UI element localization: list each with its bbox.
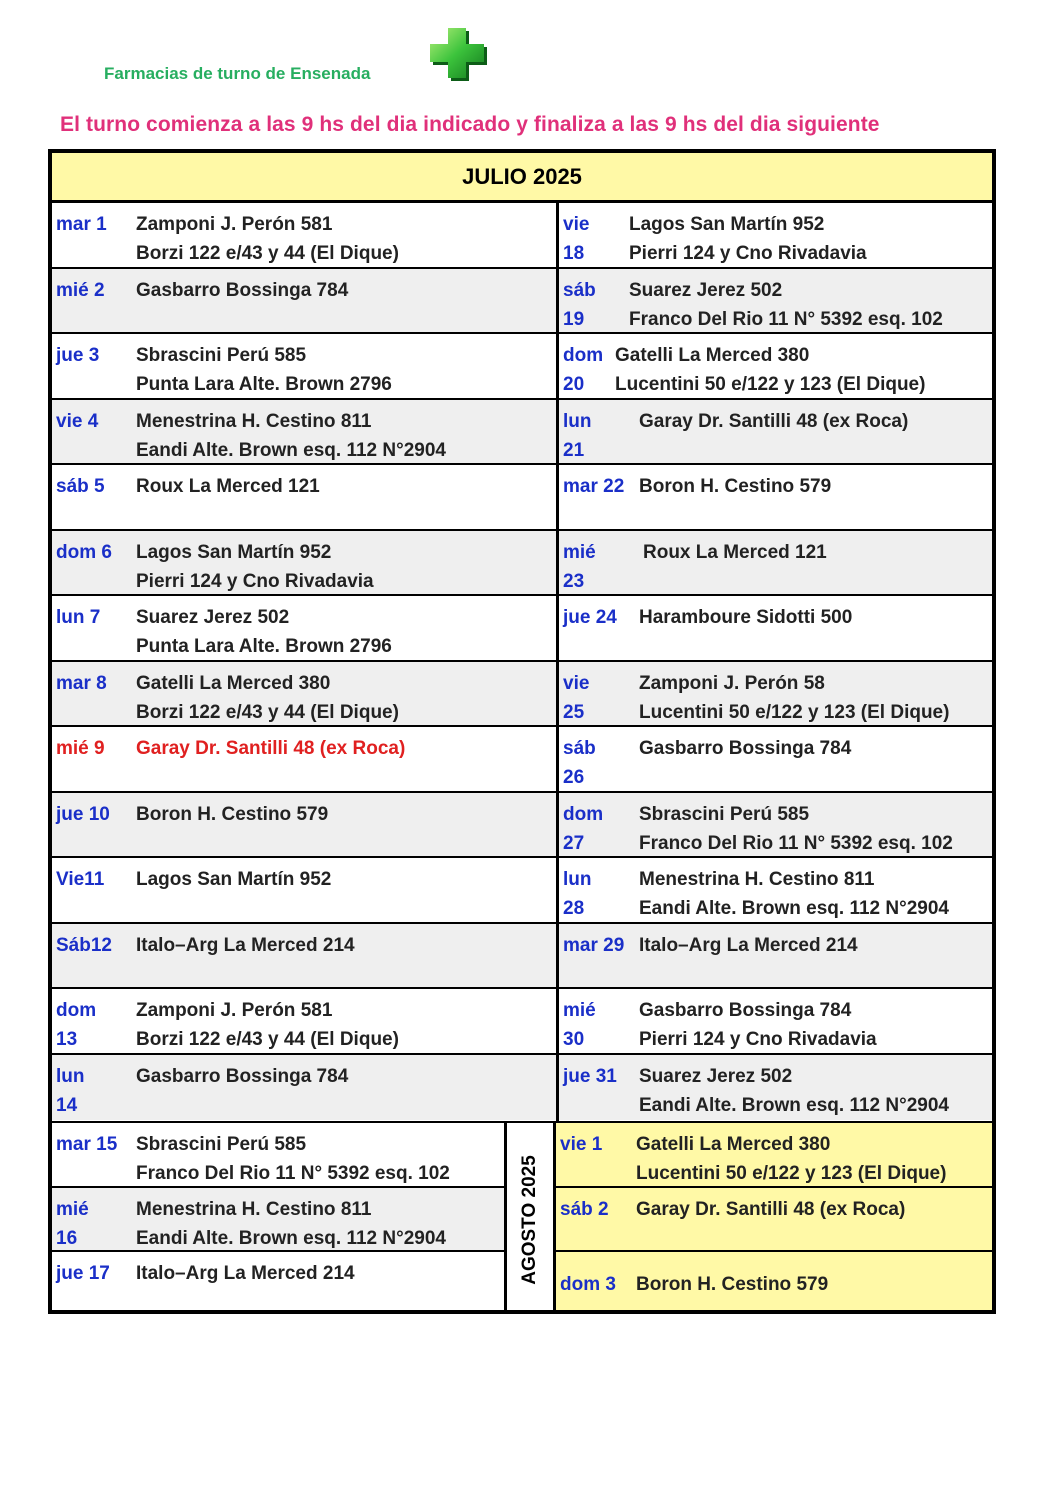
shift-notice: El turno comienza a las 9 hs del dia indicado y finaliza a las 9 hs del dia siguiente bbox=[60, 113, 880, 136]
table-row bbox=[559, 793, 992, 859]
day-label: mié 16 bbox=[56, 1198, 89, 1249]
table-row bbox=[52, 1252, 504, 1314]
day-label: dom 13 bbox=[56, 1000, 97, 1050]
day-label: jue 24 bbox=[563, 607, 617, 628]
table-row bbox=[52, 662, 556, 728]
pharmacy-line: Suarez Jerez 502 bbox=[639, 1065, 793, 1087]
table-row bbox=[52, 596, 556, 662]
pharmacy-line: Lagos San Martín 952 bbox=[136, 541, 332, 563]
green-cross-icon bbox=[426, 24, 488, 82]
next-month-title: AGOSTO 2025 bbox=[519, 1154, 540, 1285]
day-label: lun 28 bbox=[563, 869, 592, 919]
pharmacy-line: Menestrina H. Cestino 811 bbox=[639, 869, 875, 890]
pharmacy-line: Garay Dr. Santilli 48 (ex Roca) bbox=[639, 410, 909, 432]
pharmacy-line: Italo–Arg La Merced 214 bbox=[136, 1263, 355, 1284]
day-label: dom 20 bbox=[563, 345, 604, 395]
pharmacy-line: Lagos San Martín 952 bbox=[629, 214, 825, 235]
pharmacy-line: Gatelli La Merced 380 bbox=[615, 345, 810, 366]
table-row bbox=[559, 662, 992, 728]
day-label: lun 7 bbox=[56, 607, 101, 628]
day-label: dom 27 bbox=[563, 803, 604, 854]
pharmacy-line: Sbrascini Perú 585 bbox=[639, 803, 810, 825]
pharmacy-line: Italo–Arg La Merced 214 bbox=[136, 934, 355, 956]
pharmacy-line: Haramboure Sidotti 500 bbox=[639, 607, 853, 628]
day-label: dom 6 bbox=[56, 541, 112, 563]
bottom-section bbox=[52, 1121, 992, 1314]
pharmacy-line: Garay Dr. Santilli 48 (ex Roca) bbox=[636, 1198, 906, 1220]
pharmacy-line: Garay Dr. Santilli 48 (ex Roca) bbox=[136, 738, 406, 759]
pharmacy-line: Zamponi J. Perón 581 bbox=[136, 214, 333, 235]
day-label: lun 21 bbox=[563, 410, 592, 461]
pharmacy-line: Lucentini 50 e/122 y 123 (El Dique) bbox=[639, 701, 950, 723]
pharmacy-line: Pierri 124 y Cno Rivadavia bbox=[136, 570, 374, 592]
table-row bbox=[559, 531, 992, 597]
pharmacy-line: Franco Del Rio 11 N° 5392 esq. 102 bbox=[629, 308, 943, 330]
pharmacy-line: Gatelli La Merced 380 bbox=[636, 1134, 831, 1155]
day-label: sáb 2 bbox=[560, 1198, 609, 1220]
pharmacy-line: Boron H. Cestino 579 bbox=[636, 1274, 829, 1295]
pharmacy-line: Lucentini 50 e/122 y 123 (El Dique) bbox=[615, 374, 926, 395]
pharmacy-line: Gasbarro Bossinga 784 bbox=[136, 1065, 349, 1087]
pharmacy-line: Roux La Merced 121 bbox=[643, 541, 827, 563]
pharmacy-line: Punta Lara Alte. Brown 2796 bbox=[136, 636, 392, 657]
pharmacy-line: Sbrascini Perú 585 bbox=[136, 345, 307, 366]
pharmacy-line: Menestrina H. Cestino 811 bbox=[136, 1198, 372, 1220]
day-label: Vie11 bbox=[56, 869, 105, 890]
table-row bbox=[559, 596, 992, 662]
day-label: Sáb12 bbox=[56, 934, 112, 956]
pharmacy-line: Lagos San Martín 952 bbox=[136, 869, 332, 890]
table-row bbox=[556, 1252, 992, 1314]
day-label: mar 22 bbox=[563, 476, 625, 497]
day-label: sáb 5 bbox=[56, 476, 105, 497]
august-label bbox=[504, 1123, 556, 1314]
table-row bbox=[559, 858, 992, 924]
pharmacy-line: Roux La Merced 121 bbox=[136, 476, 320, 497]
table-row bbox=[52, 203, 556, 269]
table-row bbox=[52, 400, 556, 466]
august-rows bbox=[556, 1123, 992, 1314]
day-label: vie 1 bbox=[560, 1134, 603, 1155]
pharmacy-line: Suarez Jerez 502 bbox=[629, 279, 783, 301]
pharmacy-line: Boron H. Cestino 579 bbox=[639, 476, 832, 497]
table-row bbox=[559, 727, 992, 793]
table-row bbox=[52, 727, 556, 793]
pharmacy-line: Punta Lara Alte. Brown 2796 bbox=[136, 374, 392, 395]
brand-title: Farmacias de turno de Ensenada bbox=[104, 64, 371, 83]
day-label: vie 18 bbox=[563, 214, 590, 264]
pharmacy-line: Eandi Alte. Brown esq. 112 N°2904 bbox=[639, 898, 949, 919]
day-label: mar 1 bbox=[56, 214, 107, 235]
table-row bbox=[559, 465, 992, 531]
table-row bbox=[52, 531, 556, 597]
table-row bbox=[52, 858, 556, 924]
day-label: jue 31 bbox=[563, 1065, 617, 1087]
pharmacy-line: Menestrina H. Cestino 811 bbox=[136, 410, 372, 432]
day-label: mié 9 bbox=[56, 738, 105, 759]
pharmacy-line: Borzi 122 e/43 y 44 (El Dique) bbox=[136, 701, 399, 723]
day-label: mar 15 bbox=[56, 1134, 118, 1155]
table-row bbox=[52, 1055, 556, 1121]
pharmacy-line: Franco Del Rio 11 N° 5392 esq. 102 bbox=[639, 832, 953, 854]
table-row bbox=[52, 924, 556, 990]
pharmacy-line: Lucentini 50 e/122 y 123 (El Dique) bbox=[636, 1163, 947, 1184]
day-label: vie 25 bbox=[563, 672, 590, 723]
pharmacy-line: Borzi 122 e/43 y 44 (El Dique) bbox=[136, 243, 399, 264]
pharmacy-line: Sbrascini Perú 585 bbox=[136, 1134, 307, 1155]
day-label: mar 8 bbox=[56, 672, 107, 694]
table-row bbox=[52, 1123, 504, 1188]
day-label: jue 10 bbox=[56, 803, 110, 825]
bottom-left-rows bbox=[52, 1123, 504, 1314]
pharmacy-line: Gasbarro Bossinga 784 bbox=[639, 1000, 852, 1021]
day-label: mar 29 bbox=[563, 934, 625, 956]
table-row bbox=[52, 334, 556, 400]
pharmacy-line: Gatelli La Merced 380 bbox=[136, 672, 331, 694]
table-row bbox=[559, 989, 992, 1055]
pharmacy-line: Pierri 124 y Cno Rivadavia bbox=[629, 243, 867, 264]
day-label: jue 17 bbox=[56, 1263, 110, 1284]
table-row bbox=[556, 1188, 992, 1253]
day-label: sáb 19 bbox=[563, 279, 596, 330]
table-row bbox=[52, 793, 556, 859]
day-label: mié 23 bbox=[563, 541, 596, 592]
pharmacy-line: Zamponi J. Perón 581 bbox=[136, 1000, 333, 1021]
pharmacy-line: Zamponi J. Perón 58 bbox=[639, 672, 825, 694]
pharmacy-line: Borzi 122 e/43 y 44 (El Dique) bbox=[136, 1029, 399, 1050]
table-row bbox=[52, 269, 556, 335]
pharmacy-line: Eandi Alte. Brown esq. 112 N°2904 bbox=[136, 1227, 446, 1249]
left-column bbox=[52, 203, 556, 1121]
table-row bbox=[559, 334, 992, 400]
table-row bbox=[559, 269, 992, 335]
day-label: mié 2 bbox=[56, 279, 105, 301]
table-row bbox=[559, 924, 992, 990]
table-row bbox=[556, 1123, 992, 1188]
table-row bbox=[52, 989, 556, 1055]
day-label: dom 3 bbox=[560, 1274, 616, 1295]
table-row bbox=[559, 1055, 992, 1121]
table-row bbox=[52, 1188, 504, 1253]
schedule-table bbox=[48, 149, 996, 1314]
table-row bbox=[559, 400, 992, 466]
table-row bbox=[52, 465, 556, 531]
day-label: sáb 26 bbox=[563, 738, 596, 788]
pharmacy-line: Eandi Alte. Brown esq. 112 N°2904 bbox=[136, 439, 446, 461]
pharmacy-line: Italo–Arg La Merced 214 bbox=[639, 934, 858, 956]
right-column bbox=[556, 203, 992, 1121]
month-title: JULIO 2025 bbox=[52, 153, 992, 203]
pharmacy-line: Gasbarro Bossinga 784 bbox=[639, 738, 852, 759]
table-row bbox=[559, 203, 992, 269]
day-label: jue 3 bbox=[56, 345, 100, 366]
pharmacy-line: Gasbarro Bossinga 784 bbox=[136, 279, 349, 301]
pharmacy-line: Pierri 124 y Cno Rivadavia bbox=[639, 1029, 877, 1050]
pharmacy-line: Franco Del Rio 11 N° 5392 esq. 102 bbox=[136, 1163, 450, 1184]
pharmacy-line: Boron H. Cestino 579 bbox=[136, 803, 329, 825]
pharmacy-line: Suarez Jerez 502 bbox=[136, 607, 290, 628]
day-label: vie 4 bbox=[56, 410, 99, 432]
pharmacy-line: Eandi Alte. Brown esq. 112 N°2904 bbox=[639, 1094, 949, 1116]
day-label: lun 14 bbox=[56, 1065, 85, 1116]
day-label: mié 30 bbox=[563, 1000, 596, 1050]
